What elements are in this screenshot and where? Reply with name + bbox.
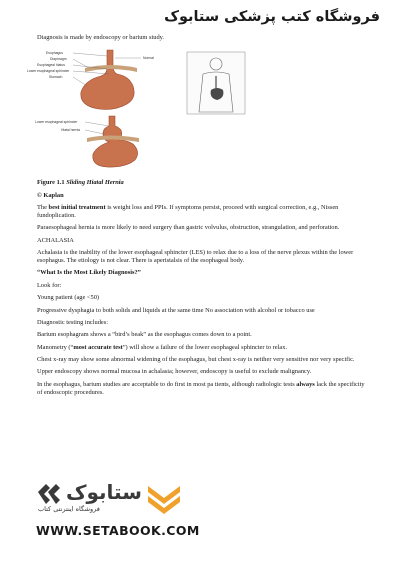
- hernia-stomach-shape: [93, 116, 138, 167]
- paraesophageal-paragraph: Paraesophageal hernia is more likely to need surgery than gastric volvulus, obstruction, strangulation, and perforation.: [37, 224, 340, 232]
- store-banner: فروشگاه کتب پزشکی ستابوک: [164, 9, 380, 25]
- logo-subtitle: فروشگاه اینترنتی کتاب: [38, 505, 100, 513]
- manometry-pre: Manometry (“: [37, 343, 74, 351]
- manometry-paragraph: [37, 344, 367, 352]
- treatment-post: is weight loss and PPIs. If symptoms persist, proceed with surgical correction, e.g., Nissen fundoplication.: [37, 204, 339, 219]
- hiatal-hernia-figure: [27, 46, 367, 169]
- look-for-label: Look for:: [37, 281, 62, 289]
- page-content: [27, 34, 367, 401]
- chest-xray-paragraph: Chest x-ray may show some abnormal widening of the esophagus, but chest x-ray is neither very sensitive nor very specific.: [37, 356, 355, 364]
- label-esophageal-hiatus: Esophageal hiatus: [37, 63, 65, 68]
- label-esophagus: Esophagus: [46, 51, 63, 56]
- barium-studies-paragraph: [37, 381, 367, 397]
- caption-prefix: Figure 1.1: [37, 179, 65, 187]
- barium-esophagram-paragraph: Barium esophagram shows a “bird’s beak” as the esophagus comes down to a point.: [37, 331, 252, 339]
- anatomy-illustration: [37, 46, 367, 169]
- treatment-bold: best initial treatment: [48, 204, 106, 212]
- section-heading-achalasia: ACHALASIA: [37, 236, 74, 244]
- barium2-pre: In the esophagus, barium studies are acceptable to do first in most pa tients, although radiologic tests: [37, 380, 297, 388]
- label-les-bottom: Lower esophageal sphincter: [35, 120, 78, 125]
- website-url[interactable]: WWW.SETABOOK.COM: [36, 523, 200, 538]
- label-stomach: Stomach: [49, 75, 63, 80]
- endoscopy-paragraph: Upper endoscopy shows normal mucosa in achalasia; however, endoscopy is useful to exclude malignancy.: [37, 368, 312, 376]
- treatment-paragraph: [37, 204, 367, 220]
- barium2-bold: always: [296, 380, 315, 388]
- manometry-post: ”) will show a failure of the lower esophageal sphincter to relax.: [122, 343, 288, 351]
- caption-title: Sliding Hiatal Hernia: [66, 179, 124, 187]
- progressive-dysphagia-item: Progressive dysphagia to both solids and liquids at the same time No association with alcohol or tobacco use: [37, 306, 315, 314]
- barium2-post: lack the specificity of endoscopic procedures.: [37, 380, 365, 396]
- intro-text: Diagnosis is made by endoscopy or barium study.: [37, 34, 165, 41]
- label-normal: Normal: [143, 56, 154, 61]
- manometry-bold: most accurate test: [73, 343, 123, 351]
- normal-stomach-shape: [81, 50, 134, 109]
- label-les-top: Lower esophageal sphincter: [27, 69, 70, 74]
- treatment-pre: The: [37, 204, 49, 212]
- label-hiatal-hernia: Hiatal hernia: [61, 128, 81, 133]
- diagnostic-testing-label: Diagnostic testing includes:: [37, 318, 108, 326]
- figure-caption: [37, 179, 367, 187]
- figure-credit: © Kaplan: [37, 191, 64, 199]
- young-patient-item: Young patient (age <50): [37, 294, 100, 302]
- logo-wordmark: ستابوک: [66, 480, 142, 504]
- label-diaphragm: Diaphragm: [50, 57, 67, 62]
- diagnosis-question: “What Is the Most Likely Diagnosis?”: [37, 269, 141, 277]
- achalasia-definition: Achalasia is the inability of the lower esophageal sphincter (LES) to relax due to a loss of the nerve plexus within the lower esophagus. The etiology is not clear. There is aperistalsis of the esophageal body.: [37, 249, 354, 264]
